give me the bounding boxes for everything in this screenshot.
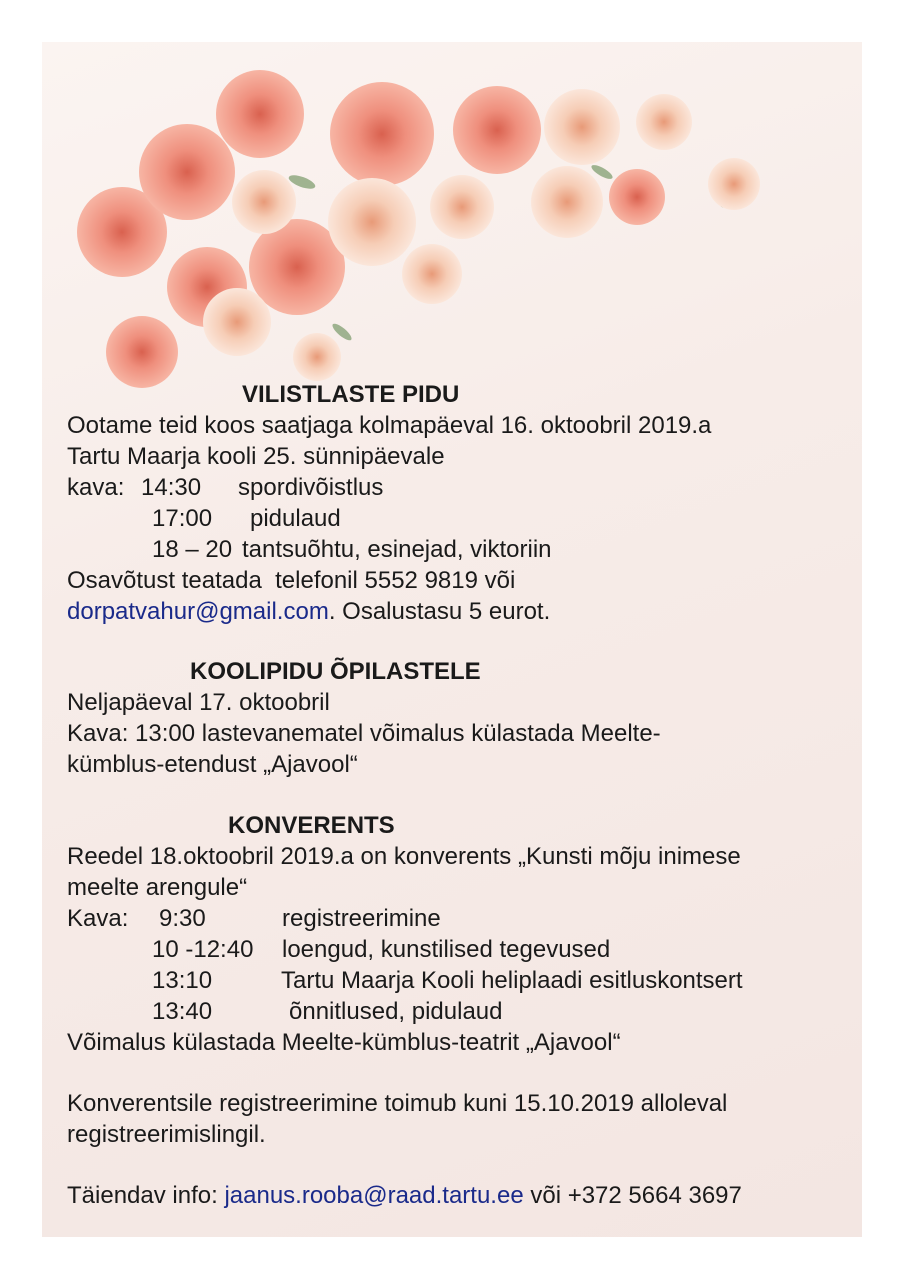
section3-title: KONVERENTS (228, 812, 395, 839)
section3-schedule-event: Tartu Maarja Kooli heliplaadi esitluskontsert (281, 967, 743, 994)
section3-schedule-time: 10 -12:40 (152, 936, 254, 963)
section3-line2: meelte arengule“ (67, 874, 248, 901)
section1-schedule-event: pidulaud (250, 505, 341, 532)
poster (42, 42, 862, 1237)
footer-info (67, 1181, 742, 1212)
section3-schedule-label: Kava: (67, 905, 129, 932)
section3-schedule-time: 13:40 (152, 998, 213, 1025)
section2-title: KOOLIPIDU ÕPILASTELE (190, 658, 481, 685)
email-link[interactable]: dorpatvahur@gmail.com (67, 598, 329, 625)
section3-schedule-event: registreerimine (282, 905, 441, 932)
section1-schedule-label: kava: (67, 474, 125, 501)
section1-line2: Tartu Maarja kooli 25. sünnipäevale (67, 443, 445, 470)
section1-schedule-event: spordivõistlus (238, 474, 384, 501)
rose-decoration-image (42, 42, 862, 422)
section3-line1: Reedel 18.oktoobril 2019.a on konverents „Kunsti mõju inimese (67, 843, 741, 870)
section1-notify-line: Osavõtust teatada telefonil 5552 9819 või (67, 567, 516, 594)
footer-email-link[interactable]: jaanus.rooba@raad.tartu.ee (224, 1182, 524, 1209)
section2-line3: kümblus-etendust „Ajavool“ (67, 751, 358, 778)
section3-theatre-line: Võimalus külastada Meelte-kümblus-teatrit „Ajavool“ (67, 1029, 621, 1056)
section1-email-line (67, 597, 550, 628)
footer-prefix: Täiendav info: (67, 1182, 225, 1209)
section3-schedule-event: õnnitlused, pidulaud (289, 998, 503, 1025)
section1-schedule-time: 14:30 (141, 474, 202, 501)
section1-schedule-time: 18 – 20 (152, 536, 233, 563)
section3-schedule-time: 9:30 (159, 905, 206, 932)
section2-line2: Kava: 13:00 lastevanematel võimalus külastada Meelte- (67, 720, 661, 747)
footer-phone: või +372 5664 3697 (523, 1182, 742, 1209)
registration-line2: registreerimislingil. (67, 1121, 266, 1148)
section1-schedule-time: 17:00 (152, 505, 213, 532)
section3-schedule-time: 13:10 (152, 967, 213, 994)
fee-text: . Osalustasu 5 eurot. (328, 598, 551, 625)
section1-title: VILISTLASTE PIDU (242, 381, 460, 408)
section1-schedule-event: tantsuõhtu, esinejad, viktoriin (242, 536, 552, 563)
registration-line1: Konverentsile registreerimine toimub kuni 15.10.2019 alloleval (67, 1090, 728, 1117)
section3-schedule-event: loengud, kunstilised tegevused (282, 936, 611, 963)
section2-line1: Neljapäeval 17. oktoobril (67, 689, 330, 716)
section1-line1: Ootame teid koos saatjaga kolmapäeval 16. oktoobril 2019.a (67, 412, 712, 439)
